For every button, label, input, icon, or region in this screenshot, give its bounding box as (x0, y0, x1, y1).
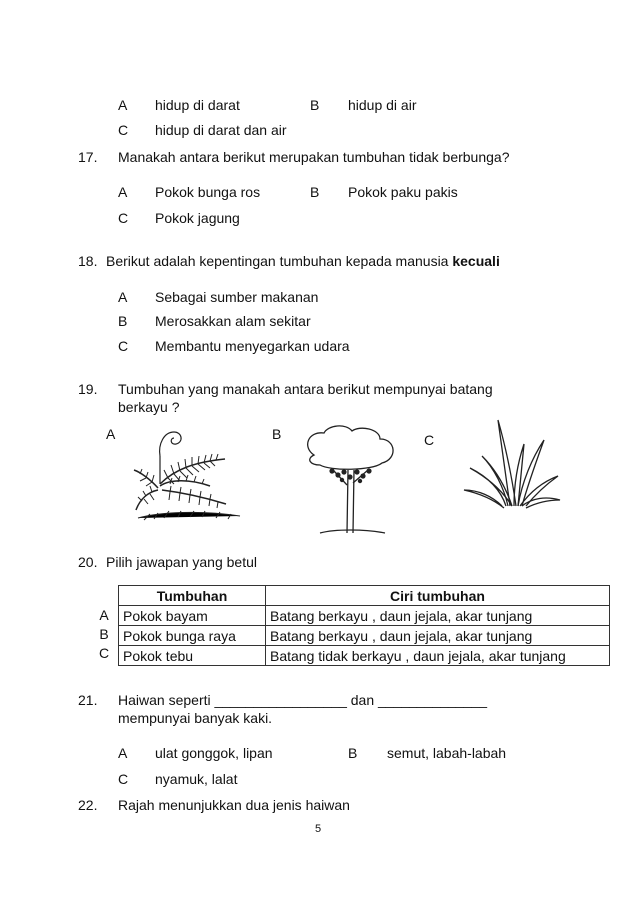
row-c-plant: Pokok tebu (119, 646, 266, 666)
q21-option-b-letter: B (348, 745, 358, 761)
page-number: 5 (315, 823, 322, 835)
q22-question: Rajah menunjukkan dua jenis haiwan (118, 797, 350, 813)
table-row (119, 626, 610, 646)
row-b-plant: Pokok bunga raya (119, 626, 266, 646)
q19-question-line2: berkayu ? (118, 399, 180, 415)
q19-number: 19. (78, 381, 98, 397)
q17-question: Manakah antara berikut merupakan tumbuhan tidak berbunga? (118, 149, 510, 165)
q16-option-c-letter: C (118, 122, 129, 138)
plant-characteristics-table (118, 585, 610, 666)
grass-image (462, 418, 562, 513)
q17-option-b-letter: B (310, 184, 320, 200)
row-c-trait: Batang tidak berkayu , daun jejala, akar tunjang (266, 646, 610, 666)
q18-emphasis: kecuali (452, 253, 500, 269)
table-header-row (119, 586, 610, 606)
q17-number: 17. (78, 149, 98, 165)
header-ciri-tumbuhan: Ciri tumbuhan (266, 586, 610, 606)
q21-question-line1: Haiwan seperti _________________ dan ______________ (118, 692, 487, 708)
q21-option-a-text: ulat gonggok, lipan (155, 745, 273, 761)
q20-row-a-letter: A (99, 607, 109, 623)
row-a-plant: Pokok bayam (119, 606, 266, 626)
q17-option-b-text: Pokok paku pakis (348, 184, 458, 200)
q22-number: 22. (78, 797, 98, 813)
q21-option-a-letter: A (118, 745, 128, 761)
q16-option-a-text: hidup di darat (155, 97, 240, 113)
q21-option-c-text: nyamuk, lalat (155, 771, 238, 787)
q19-label-c: C (424, 432, 435, 448)
q18-option-b-letter: B (118, 313, 128, 329)
q17-option-a-text: Pokok bunga ros (155, 184, 261, 200)
q18-question-text: Berikut adalah kepentingan tumbuhan kepada manusia (106, 253, 449, 269)
table-row (119, 646, 610, 666)
q20-row-b-letter: B (99, 626, 109, 642)
q18-option-c-letter: C (118, 338, 129, 354)
q18-number: 18. (78, 253, 98, 269)
q18-option-a-letter: A (118, 289, 128, 305)
header-tumbuhan: Tumbuhan (119, 586, 266, 606)
q19-label-a: A (106, 426, 116, 442)
table-row (119, 606, 610, 626)
q17-option-a-letter: A (118, 184, 128, 200)
q20-number: 20. (78, 554, 98, 570)
q17-option-c-text: Pokok jagung (155, 210, 240, 226)
q20-question: Pilih jawapan yang betul (106, 554, 257, 570)
row-b-trait: Batang berkayu , daun jejala, akar tunjang (266, 626, 610, 646)
q17-option-c-letter: C (118, 210, 129, 226)
q21-question-line2: mempunyai banyak kaki. (118, 710, 273, 726)
q16-option-a-letter: A (118, 97, 128, 113)
q21-option-b-text: semut, labah-labah (387, 745, 507, 761)
q16-option-c-text: hidup di darat dan air (155, 122, 287, 138)
q20-row-c-letter: C (98, 645, 110, 661)
q21-option-c-letter: C (118, 771, 129, 787)
fern-plant-image (130, 424, 260, 524)
q21-number: 21. (78, 692, 98, 708)
row-a-trait: Batang berkayu , daun jejala, akar tunjang (266, 606, 610, 626)
q19-question-line1: Tumbuhan yang manakah antara berikut mempunyai batang (118, 381, 493, 397)
q18-question (106, 252, 500, 270)
q18-option-c-text: Membantu menyegarkan udara (155, 338, 350, 354)
q19-label-b: B (272, 426, 282, 442)
q16-option-b-text: hidup di air (348, 97, 417, 113)
q18-option-a-text: Sebagai sumber makanan (155, 289, 319, 305)
tree-image (300, 425, 400, 540)
q18-option-b-text: Merosakkan alam sekitar (155, 313, 311, 329)
q16-option-b-letter: B (310, 97, 320, 113)
